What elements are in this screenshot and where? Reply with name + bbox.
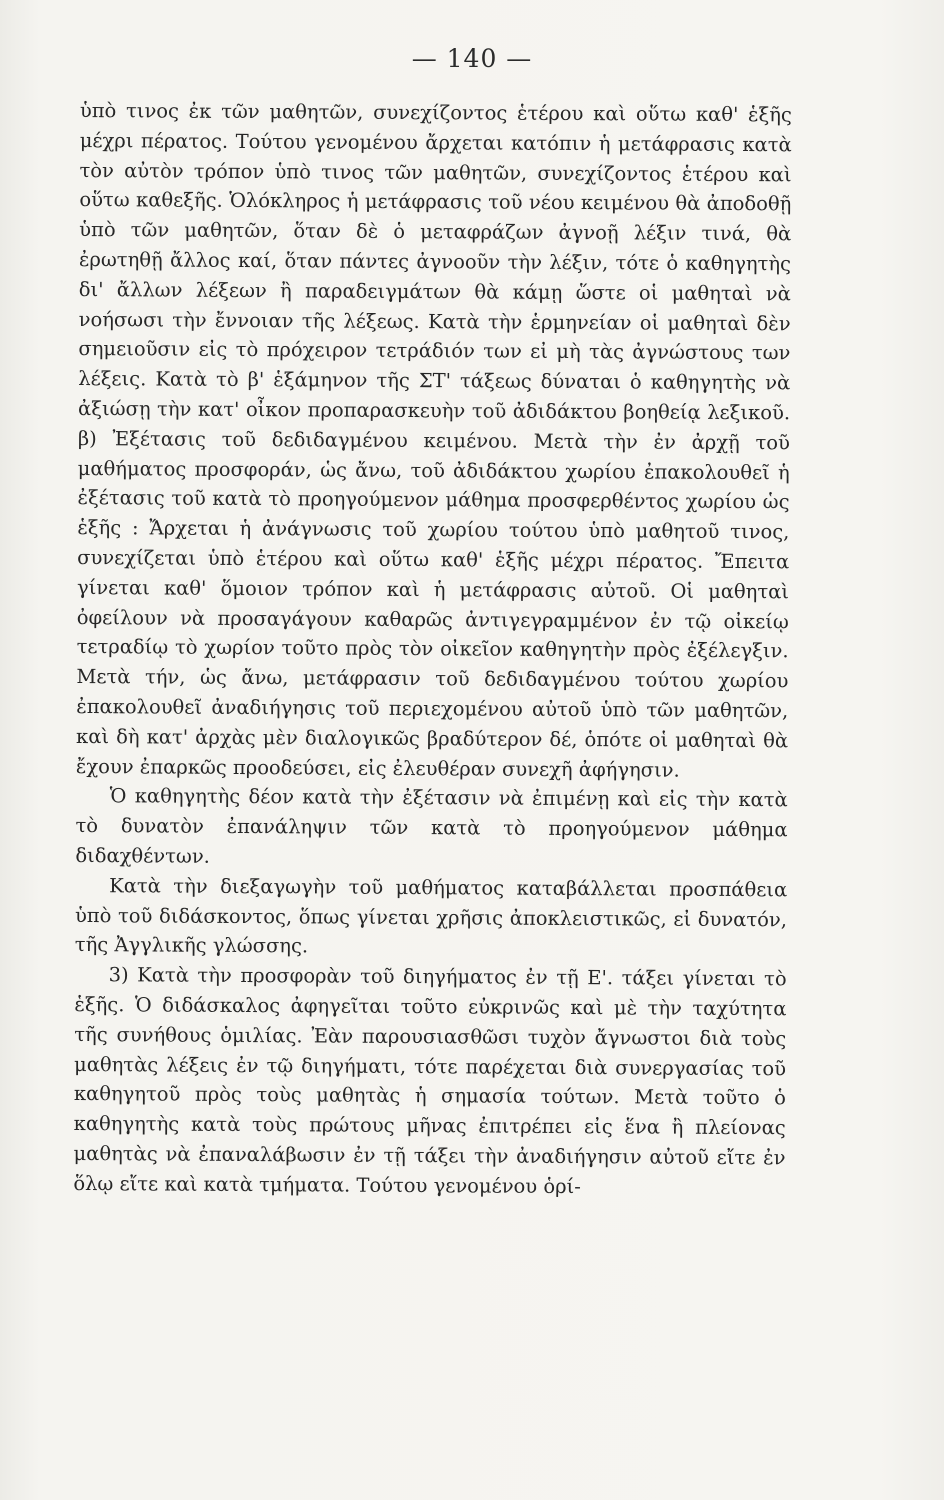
page-number: — 140 — [411, 44, 533, 73]
paragraph-4: 3) Κατὰ τὴν προσφορὰν τοῦ διηγήματος ἐν τῇ Ε'. τάξει γίνεται τὸ ἑξῆς. Ὁ διδάσκαλος ἀφηγεῖται τοῦτο εὐκρινῶς καὶ μὲ τὴν ταχύτητα τῆς συνήθους ὁμιλίας. Ἐὰν παρουσιασθῶσι τυχὸν ἄγνωστοι διὰ τοὺς μαθητὰς λέξεις ἐν τῷ διηγήματι, τότε παρέχεται διὰ συνεργασίας τοῦ καθηγητοῦ πρὸς τοὺς μαθητὰς ἡ σημασία τούτων. Μετὰ τοῦτο ὁ καθηγητὴς κατὰ τοὺς πρώτους μῆνας ἐπιτρέπει εἰς ἕνα ἢ πλείονας μαθητὰς νὰ ἐπαναλάβωσιν ἐν τῇ τάξει τὴν ἀναδιήγησιν αὐτοῦ εἴτε ἐν ὅλῳ εἴτε καὶ κατὰ τμήματα. Τούτου γενομένου ὁρί- [73, 963, 787, 1198]
paragraph-3: Κατὰ τὴν διεξαγωγὴν τοῦ μαθήματος καταβάλλεται προσπάθεια ὑπὸ τοῦ διδάσκοντος, ὅπως γίνεται χρῆσις ἀποκλειστικῶς, εἰ δυνατόν, τῆς Ἀγγλικῆς γλώσσης. [74, 873, 788, 958]
paragraph-1: ὑπὸ τινος ἐκ τῶν μαθητῶν, συνεχίζοντος ἑτέρου καὶ οὕτω καθ' ἑξῆς μέχρι πέρατος. Τούτου γενομένου ἄρχεται κατόπιν ἡ μετάφρασις κατὰ τὸν αὐτὸν τρόπον ὑπὸ τινος τῶν μαθητῶν, συνεχίζοντος ἑτέρου καὶ οὕτω καθεξῆς. Ὁλόκληρος ἡ μετάφρασις τοῦ νέου κειμένου θὰ ἀποδοθῇ ὑπὸ τῶν μαθητῶν, ὅταν δὲ ὁ μεταφράζων ἀγνοῇ λέξιν τινά, θὰ ἐρωτηθῇ ἄλλος καί, ὅταν πάντες ἀγνοοῦν τὴν λέξιν, τότε ὁ καθηγητὴς δι' ἄλλων λέξεων ἢ παραδειγμάτων θὰ κάμῃ ὥστε οἱ μαθηταὶ νὰ νοήσωσι τὴν ἔννοιαν τῆς λέξεως. Κατὰ τὴν ἑρμηνείαν οἱ μαθηταὶ δὲν σημειοῦσιν εἰς τὸ πρόχειρον τετράδιόν των εἰ μὴ τὰς ἀγνώστους των λέξεις. Κατὰ τὸ β' ἑξάμηνον τῆς ΣΤ' τάξεως δύναται ὁ καθηγητὴς νὰ ἀξιώσῃ τὴν κατ' οἶκον προπαρασκευὴν τοῦ ἀδιδάκτου βοηθείᾳ λεξικοῦ. β) Ἐξέτασις τοῦ δεδιδαγμένου κειμένου. Μετὰ τὴν ἐν ἀρχῇ τοῦ μαθήματος προσφοράν, ὡς ἄνω, τοῦ ἀδιδάκτου χωρίου ἐπακολουθεῖ ἡ ἐξέτασις τοῦ κατὰ τὸ προηγούμενον μάθημα προσφερθέντος χωρίου ὡς ἑξῆς : Ἄρχεται ἡ ἀνάγνωσις τοῦ χωρίου τούτου ὑπὸ μαθητοῦ τινος, συνεχίζεται ὑπὸ ἑτέρου καὶ οὕτω καθ' ἑξῆς μέχρι πέρατος. Ἔπειτα γίνεται καθ' ὅμοιον τρόπον καὶ ἡ μετάφρασις αὐτοῦ. Οἱ μαθηταὶ ὀφείλουν νὰ προσαγάγουν καθαρῶς ἀντιγεγραμμένον ἐν τῷ οἰκείῳ τετραδίῳ τὸ χωρίον τοῦτο πρὸς τὸν οἰκεῖον καθηγητὴν πρὸς ἐξέλεγξιν. Μετὰ τήν, ὡς ἄνω, μετάφρασιν τοῦ δεδιδαγμένου τούτου χωρίου ἐπακολουθεῖ ἀναδιήγησις τοῦ περιεχομένου αὐτοῦ ὑπὸ τῶν μαθητῶν, καὶ δὴ κατ' ἀρχὰς μὲν διαλογικῶς βραδύτερον δέ, ὁπότε οἱ μαθηταὶ θὰ ἔχουν ἐπαρκῶς προοδεύσει, εἰς ἐλευθέραν συνεχῆ ἀφήγησιν. [75, 98, 792, 782]
body-text [73, 96, 792, 1203]
paragraph-2: Ὁ καθηγητὴς δέον κατὰ τὴν ἐξέτασιν νὰ ἐπιμένῃ καὶ εἰς τὴν κατὰ τὸ δυνατὸν ἐπανάληψιν τῶν κατὰ τὸ προηγούμενον μάθημα διδαχθέντων. [75, 784, 788, 868]
